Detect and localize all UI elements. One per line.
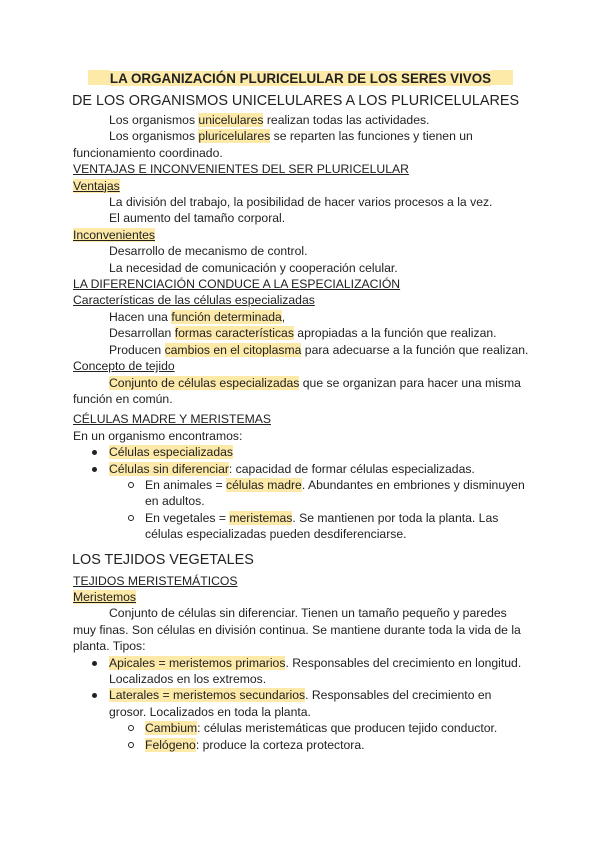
subheading-ventajas: Ventajas xyxy=(73,178,120,193)
title-highlight-left xyxy=(88,70,110,85)
highlight: Apicales = meristemos primarios xyxy=(109,655,286,670)
highlight: Células especializadas xyxy=(109,445,233,460)
paragraph-line: muy finas. Son células en división continua. Se mantiene durante toda la vida de la xyxy=(73,622,521,637)
list-item: Laterales = meristemos secundarios. Responsables del crecimiento en grosor. Localizados en toda la planta. xyxy=(73,687,528,720)
list-item: En animales = células madre. Abundantes en embriones y disminuyen en adultos. xyxy=(73,477,528,510)
paragraph-line: Conjunto de células sin diferenciar. Tienen un tamaño pequeño y paredes xyxy=(109,606,507,621)
highlight: pluricelulares xyxy=(198,129,271,144)
paragraph-line: La división del trabajo, la posibilidad de hacer varios procesos a la vez. xyxy=(109,195,493,210)
section-heading-ventajas: VENTAJAS E INCONVENIENTES DEL SER PLURICELULAR xyxy=(73,162,409,177)
paragraph-line: planta. Tipos: xyxy=(73,639,146,654)
sub-bullet-list xyxy=(73,477,528,543)
section-heading-tejidos-vegetales: LOS TEJIDOS VEGETALES xyxy=(72,551,254,568)
highlight: función determinada xyxy=(171,309,282,324)
paragraph-line: La necesidad de comunicación y cooperación celular. xyxy=(109,260,398,275)
title-highlight-right xyxy=(491,70,513,85)
document-page xyxy=(73,70,528,753)
paragraph-line: Producen cambios en el citoplasma para adecuarse a la función que realizan. xyxy=(109,342,529,357)
paragraph-line: Desarrollan formas características apropiadas a la función que realizan. xyxy=(109,326,497,341)
highlight: Felógeno xyxy=(145,737,196,752)
paragraph-line: Los organismos unicelulares realizan todas las actividades. xyxy=(109,113,430,127)
sub-bullet-list xyxy=(73,720,528,753)
bullet-list xyxy=(73,444,528,477)
paragraph-line: El aumento del tamaño corporal. xyxy=(109,211,286,226)
highlight: Células sin diferenciar xyxy=(109,461,229,476)
paragraph-line: función en común. xyxy=(73,391,173,406)
paragraph-line: En un organismo encontramos: xyxy=(73,428,243,443)
document-title: LA ORGANIZACIÓN PLURICELULAR DE LOS SERES VIVOS xyxy=(73,70,528,87)
subheading-inconvenientes: Inconvenientes xyxy=(73,227,155,242)
paragraph-line: Conjunto de células especializadas que se organizan para hacer una misma xyxy=(109,375,521,390)
paragraph-line: Los organismos pluricelulares se reparten las funciones y tienen un xyxy=(109,129,473,144)
paragraph-line: Desarrollo de mecanismo de control. xyxy=(109,244,308,259)
section-heading-celulas-madre: CÉLULAS MADRE Y MERISTEMAS xyxy=(73,412,271,427)
highlight: meristemas xyxy=(229,510,293,525)
subheading-caracteristicas: Características de las células especializadas xyxy=(73,293,315,308)
list-item: Apicales = meristemos primarios. Responsables del crecimiento en longitud. Localizados en los extremos. xyxy=(73,655,528,688)
highlight: Conjunto de células especializadas xyxy=(109,375,300,390)
paragraph-line: Hacen una función determinada, xyxy=(109,309,286,324)
highlight: células madre xyxy=(225,477,302,492)
paragraph-line: funcionamiento coordinado. xyxy=(73,145,223,160)
bullet-list xyxy=(73,655,528,721)
highlight: Laterales = meristemos secundarios xyxy=(109,688,306,703)
subheading-meristemos: Meristemos xyxy=(73,589,136,604)
list-item: Cambium: células meristemáticas que producen tejido conductor. xyxy=(73,720,528,736)
list-item: Felógeno: produce la corteza protectora. xyxy=(73,737,528,753)
list-item: Células sin diferenciar: capacidad de formar células especializadas. xyxy=(73,461,528,477)
highlight: Cambium xyxy=(145,721,198,736)
section-heading-diferenciacion: LA DIFERENCIACIÓN CONDUCE A LA ESPECIALIZACIÓN xyxy=(73,277,401,292)
list-item: En vegetales = meristemas. Se mantienen por toda la planta. Las células especializadas pueden desdiferenciarse. xyxy=(73,510,528,543)
highlight: unicelulares xyxy=(198,113,264,127)
highlight: formas características xyxy=(174,326,294,341)
highlight: cambios en el citoplasma xyxy=(164,342,302,357)
list-item xyxy=(73,444,528,460)
section-heading-unicelulares: DE LOS ORGANISMOS UNICELULARES A LOS PLURICELULARES xyxy=(72,93,520,109)
subheading-concepto-tejido: Concepto de tejido xyxy=(73,359,175,374)
subheading-tejidos-meristematicos: TEJIDOS MERISTEMÁTICOS xyxy=(73,573,238,588)
